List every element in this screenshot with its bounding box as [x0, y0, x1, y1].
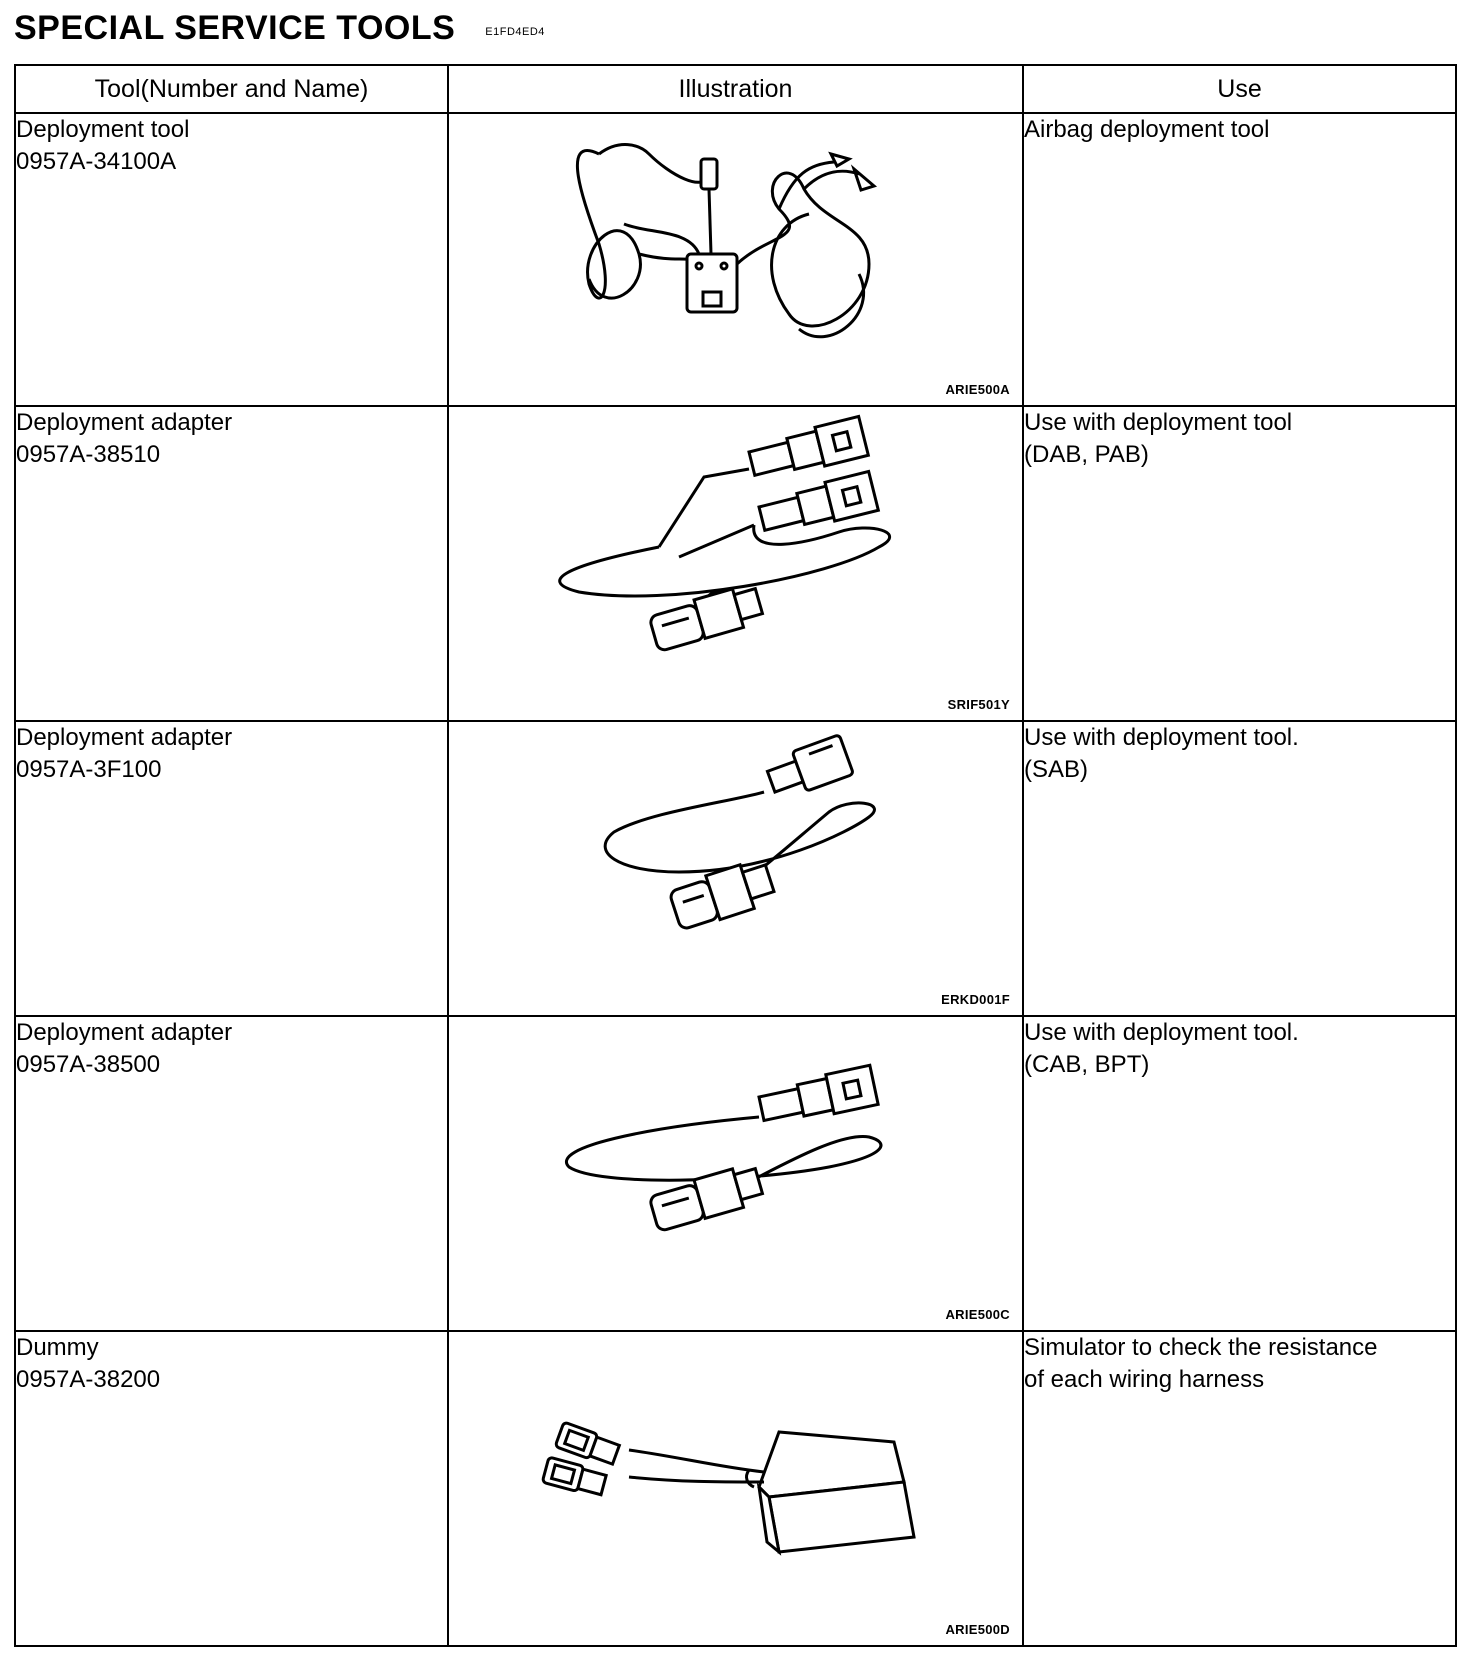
use-cell: [1023, 1016, 1456, 1331]
tool-name: Deployment tool: [16, 116, 190, 143]
use-line: Airbag deployment tool: [1024, 116, 1270, 143]
tool-cell: [15, 406, 448, 721]
table-row: [15, 406, 1456, 721]
use-cell: [1023, 406, 1456, 721]
header-illustration: Illustration: [448, 65, 1023, 113]
header-use: Use: [1023, 65, 1456, 113]
tool-name: Dummy: [16, 1334, 99, 1361]
dummy-resistor-icon: [449, 1332, 1024, 1647]
single-connector-adapter-icon: [449, 722, 1024, 1017]
use-cell: [1023, 1331, 1456, 1646]
illustration-cell: [448, 721, 1023, 1016]
illustration-cell: [448, 1016, 1023, 1331]
tool-number: 0957A-34100A: [16, 148, 177, 175]
tool-number: 0957A-38500: [16, 1051, 161, 1078]
tool-cell: [15, 1016, 448, 1331]
use-cell: [1023, 113, 1456, 406]
use-line: Use with deployment tool.: [1024, 724, 1299, 751]
tool-number: 0957A-38200: [16, 1366, 161, 1393]
tool-name: Deployment adapter: [16, 724, 233, 751]
title-row: [14, 6, 545, 50]
doc-code: E1FD4ED4: [485, 26, 545, 38]
table-row: [15, 721, 1456, 1016]
table-row: [15, 1331, 1456, 1646]
illustration-cell: [448, 1331, 1023, 1646]
illustration-cell: [448, 406, 1023, 721]
use-line: Simulator to check the resistance: [1024, 1334, 1378, 1361]
use-line: Use with deployment tool: [1024, 409, 1293, 436]
tool-name: Deployment adapter: [16, 409, 233, 436]
tool-number: 0957A-38510: [16, 441, 161, 468]
page-title: SPECIAL SERVICE TOOLS: [14, 8, 456, 47]
use-line: (SAB): [1024, 756, 1089, 783]
dual-connector-adapter-icon: [449, 407, 1024, 722]
tool-cell: [15, 1331, 448, 1646]
use-line: of each wiring harness: [1024, 1366, 1265, 1393]
tool-cell: [15, 113, 448, 406]
header-tool: Tool(Number and Name): [15, 65, 448, 113]
deployment-tool-icon: [449, 114, 1024, 407]
figure-code: ARIE500D: [945, 1622, 1010, 1637]
use-cell: [1023, 721, 1456, 1016]
figure-code: ARIE500C: [945, 1307, 1010, 1322]
tool-cell: [15, 721, 448, 1016]
figure-code: SRIF501Y: [947, 697, 1010, 712]
table-row: [15, 1016, 1456, 1331]
figure-code: ERKD001F: [941, 992, 1010, 1007]
illustration-cell: [448, 113, 1023, 406]
use-line: (DAB, PAB): [1024, 441, 1149, 468]
special-tools-table: [14, 64, 1457, 1647]
tool-number: 0957A-3F100: [16, 756, 162, 783]
connector-adapter-icon: [449, 1017, 1024, 1332]
table-header-row: [15, 65, 1456, 113]
table-row: [15, 113, 1456, 406]
use-line: Use with deployment tool.: [1024, 1019, 1299, 1046]
tool-name: Deployment adapter: [16, 1019, 233, 1046]
use-line: (CAB, BPT): [1024, 1051, 1150, 1078]
figure-code: ARIE500A: [945, 382, 1010, 397]
